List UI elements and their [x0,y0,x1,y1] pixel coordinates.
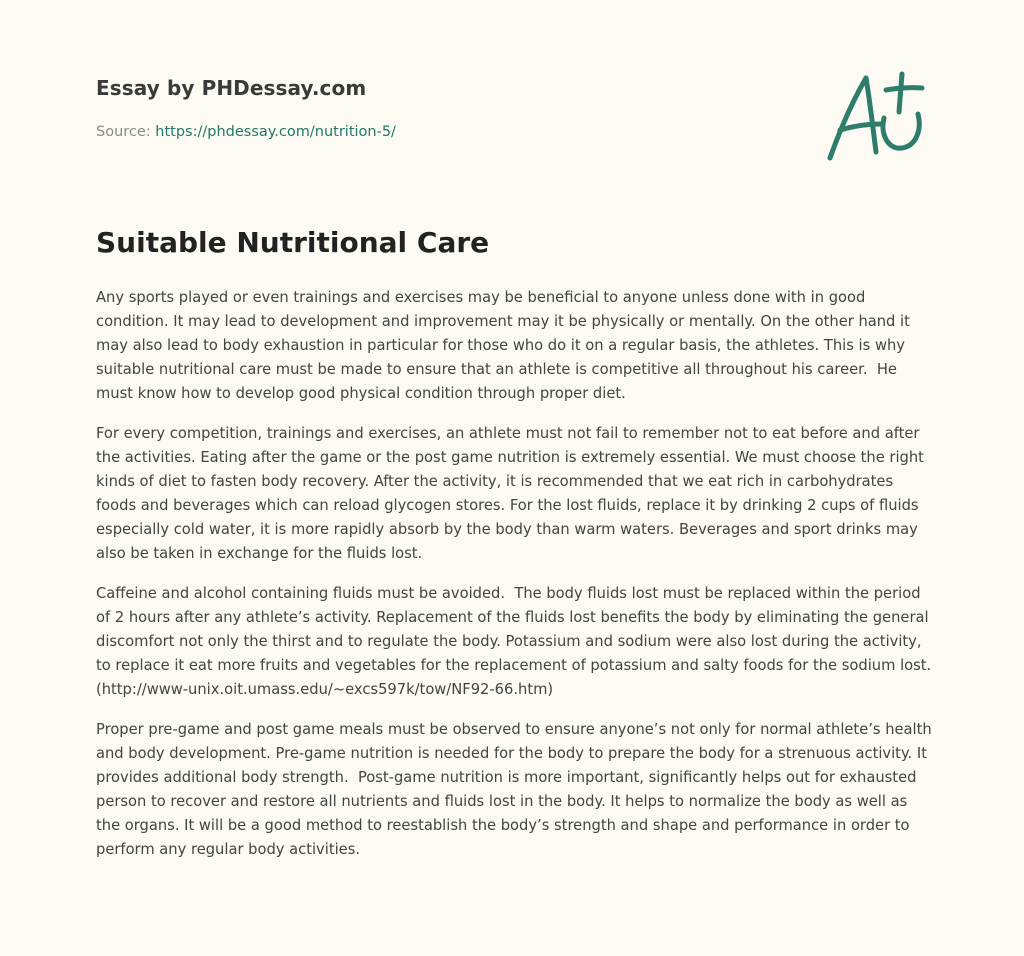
essay-page [96,0,937,956]
site-brand: Essay by PHDessay.com [96,76,367,100]
source-label: Source: [96,124,156,140]
source-line [96,124,396,140]
paragraph: Proper pre-game and post game meals must be observed to ensure anyone’s not only for normal athlete’s health and body development. Pre-game nutrition is needed for the body to prepare the body for a strenuous activity. It provides additional body strength. Post-game nutrition is more important, significantly helps out for exhausted person to recover and restore all nutrients and fluids lost in the body. It helps to normalize the body as well as the organs. It will be a good method to reestablish the body’s strength and shape and performance in order to perform any regular body activities. [96,721,937,858]
article-body [96,286,937,878]
article-title: Suitable Nutritional Care [96,226,490,259]
source-link[interactable]: https://phdessay.com/nutrition-5/ [155,124,396,140]
paragraph: For every competition, trainings and exercises, an athlete must not fail to remember not to eat before and after the activities. Eating after the game or the post game nutrition is extremely essential. We must choose the right kinds of diet to fasten body recovery. After the activity, it is recommended that we eat rich in carbohydrates foods and beverages which can reload glycogen stores. For the lost fluids, replace it by drinking 2 cups of fluids especially cold water, it is more rapidly absorb by the body than warm waters. Beverages and sport drinks may also be taken in exchange for the fluids lost. [96,425,929,562]
a-plus-logo-icon [826,68,926,164]
paragraph: Caffeine and alcohol containing fluids must be avoided. The body fluids lost must be replaced within the period of 2 hours after any athlete’s activity. Replacement of the fluids lost benefits the body by eliminating the general discomfort not only the thirst and to regulate the body. Potassium and sodium were also lost during the activity, to replace it eat more fruits and vegetables for the replacement of potassium and salty foods for the sodium lost. (http://www-unix.oit.umass.edu/~excs597k/tow/NF92-66.htm) [96,585,936,698]
paragraph: Any sports played or even trainings and exercises may be beneficial to anyone unless done with in good condition. It may lead to development and improvement may it be physically or mentally. On the other hand it may also lead to body exhaustion in particular for those who do it on a regular basis, the athletes. This is why suitable nutritional care must be made to ensure that an athlete is competitive all throughout his career. He must know how to develop good physical condition through proper diet. [96,289,915,402]
